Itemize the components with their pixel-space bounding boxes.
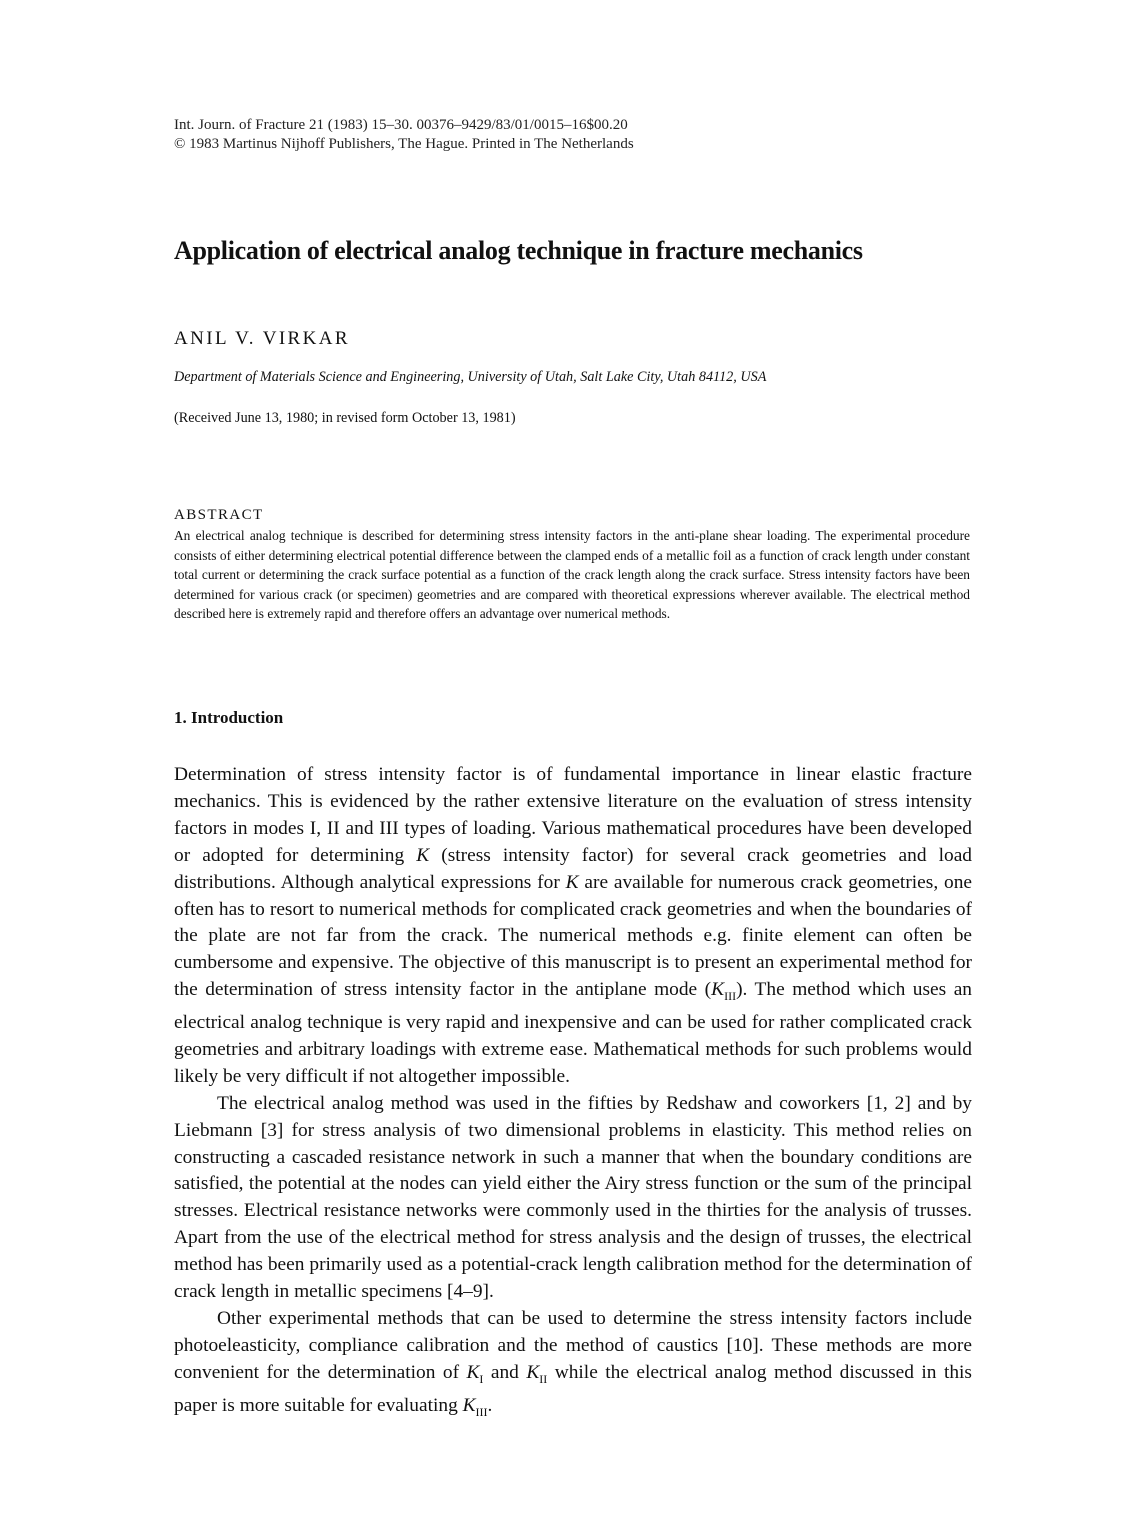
- paragraph-3: Other experimental methods that can be used to determine the stress intensity factors include photoeleasticity, compliance calibration and the method of caustics [10]. These methods are more convenient for the determination of $K_I$ and $K_{II}$ while the electrical analog method discussed in this paper is more suitable for evaluating $K_{III}$.: [174, 1308, 972, 1419]
- section-heading-introduction: 1. Introduction: [174, 708, 284, 727]
- symbol-k: K: [565, 871, 579, 893]
- subscript-iii: III: [475, 1404, 488, 1419]
- copyright-line: © 1983 Martinus Nijhoff Publishers, The Hague. Printed in The Netherlands: [174, 136, 634, 152]
- introduction-body: [174, 762, 972, 1425]
- symbol-k: K: [416, 844, 430, 866]
- abstract-heading: ABSTRACT: [174, 507, 264, 523]
- author-affiliation: Department of Materials Science and Engineering, University of Utah, Salt Lake City, Utah 84112, USA: [174, 369, 767, 385]
- subscript-i: I: [479, 1371, 484, 1386]
- received-dates: (Received June 13, 1980; in revised form October 13, 1981): [174, 410, 516, 426]
- paper-title: Application of electrical analog technique in fracture mechanics: [174, 236, 863, 265]
- symbol-k-i: K: [466, 1361, 480, 1383]
- subscript-iii: III: [724, 989, 737, 1004]
- paragraph-1: Determination of stress intensity factor is of fundamental importance in linear elastic fracture mechanics. This is evidenced by the rather extensive literature on the evaluation of stress intensity factors in modes I, II and III types of loading. Various mathematical procedures have been developed or adopted for determining K (stress intensity factor) for several crack geometries and load distributions. Although analytical expressions for K are available for numerous crack geometries, one often has to resort to numerical methods for complicated crack geometries and when the boundaries of the plate are not far from the crack. The numerical methods e.g. finite element can often be cumbersome and expensive. The objective of this manuscript is to present an experimental method for the determination of stress intensity factor in the antiplane mode $(K_{III})$. The method which uses an electrical analog technique is very rapid and inexpensive and can be used for rather complicated crack geometries and arbitrary loadings with extreme ease. Mathematical methods for such problems would likely be very difficult if not altogether impossible.: [174, 764, 972, 1087]
- author-name: ANIL V. VIRKAR: [174, 328, 350, 349]
- symbol-k-ii: K: [526, 1361, 540, 1383]
- paragraph-2: The electrical analog method was used in the fifties by Redshaw and coworkers [1, 2] and by Liebmann [3] for stress analysis of two dimensional problems in elasticity. This method relies on constructing a cascaded resistance network in such a manner that when the boundary conditions are satisfied, the potential at the nodes can yield either the Airy stress function or the sum of the principal stresses. Electrical resistance networks were commonly used in the thirties for the analysis of trusses. Apart from the use of the electrical method for stress analysis and the design of trusses, the electrical method has been primarily used as a potential-crack length calibration method for the determination of crack length in metallic specimens [4–9].: [174, 1092, 972, 1303]
- subscript-ii: II: [539, 1371, 548, 1386]
- abstract-text: An electrical analog technique is described for determining stress intensity factors in the anti-plane shear loading. The experimental procedure consists of either determining electrical potential difference between the clamped ends of a metallic foil as a function of crack length under constant total current or determining the crack surface potential as a function of the crack length along the crack surface. Stress intensity factors have been determined for various crack (or specimen) geometries and are compared with theoretical expressions wherever available. The electrical method described here is extremely rapid and therefore offers an advantage over numerical methods.: [174, 528, 970, 621]
- symbol-k-iii: K: [711, 979, 725, 1001]
- journal-citation: Int. Journ. of Fracture 21 (1983) 15–30. 00376–9429/83/01/0015–16$00.20: [174, 117, 628, 133]
- symbol-k-iii: K: [462, 1394, 476, 1416]
